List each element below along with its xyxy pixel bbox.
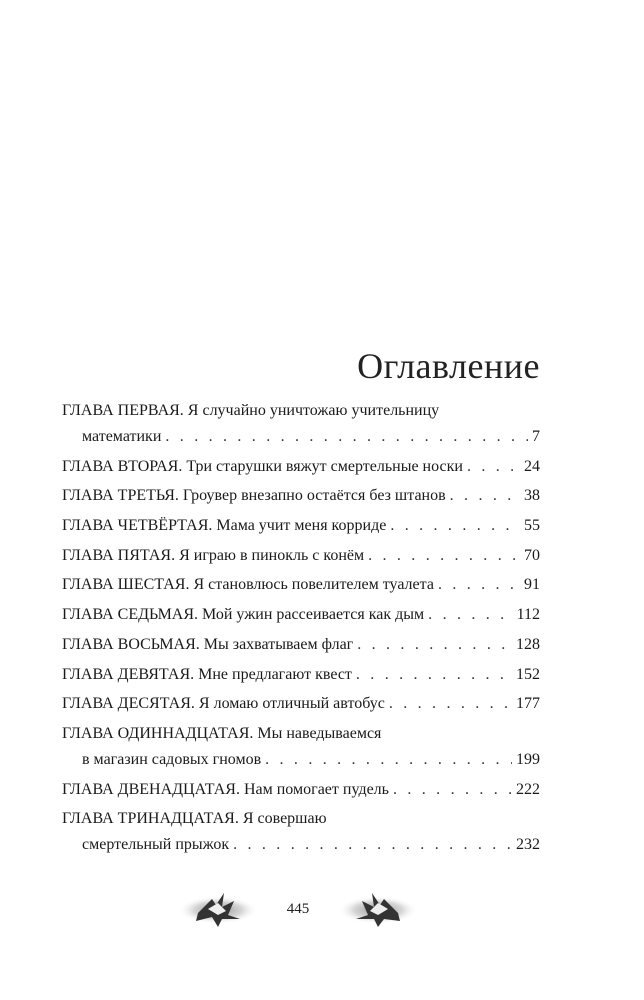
chapter-title: ГЛАВА ДЕСЯТАЯ. Я ломаю отличный автобус	[62, 695, 385, 713]
dot-leader	[357, 636, 512, 654]
toc-entry[interactable]	[62, 576, 540, 606]
toc-entry[interactable]	[62, 458, 540, 488]
chapter-title: ГЛАВА ПЯТАЯ. Я играю в пинокль с конём	[62, 546, 365, 564]
thorn-ornament-icon	[338, 885, 418, 935]
chapter-title: ГЛАВА ДВЕНАДЦАТАЯ. Нам помогает пудель	[62, 780, 389, 798]
toc-entry[interactable]	[62, 402, 540, 458]
chapter-title: ГЛАВА ЧЕТВЁРТАЯ. Мама учит меня корриде	[62, 517, 387, 535]
toc-entry[interactable]	[62, 487, 540, 517]
dot-leader	[450, 487, 520, 505]
chapter-page-number: 152	[516, 665, 540, 683]
toc-entry[interactable]	[62, 810, 540, 866]
toc-entry[interactable]	[62, 666, 540, 696]
chapter-title: ГЛАВА ТРЕТЬЯ. Гроувер внезапно остаётся без штанов	[62, 487, 446, 505]
dot-leader	[389, 695, 512, 713]
dot-leader	[265, 751, 512, 769]
toc-entry[interactable]	[62, 547, 540, 577]
dot-leader	[165, 428, 528, 446]
toc-entry[interactable]	[62, 695, 540, 725]
chapter-title: ГЛАВА ОДИННАДЦАТАЯ. Мы наведываемся	[62, 724, 382, 742]
chapter-title-continued: в магазин садовых гномов	[82, 750, 262, 768]
chapter-page-number: 38	[524, 487, 540, 505]
chapter-title: ГЛАВА ПЕРВАЯ. Я случайно уничтожаю учительницу	[62, 402, 440, 419]
table-of-contents	[62, 402, 540, 866]
chapter-title: ГЛАВА ВТОРАЯ. Три старушки вяжут смертельные носки	[62, 457, 463, 475]
chapter-page-number: 112	[516, 606, 540, 624]
chapter-title-continued: смертельный прыжок	[82, 836, 230, 854]
chapter-title: ГЛАВА ВОСЬМАЯ. Мы захватываем флаг	[62, 635, 354, 653]
chapter-page-number: 222	[516, 780, 540, 798]
toc-title: Оглавление	[357, 346, 540, 386]
toc-entry[interactable]	[62, 636, 540, 666]
toc-entry[interactable]	[62, 725, 540, 781]
dot-leader	[368, 547, 520, 565]
chapter-page-number: 177	[516, 695, 540, 713]
dot-leader	[428, 606, 512, 624]
chapter-page-number: 199	[516, 750, 540, 768]
chapter-page-number: 91	[524, 576, 540, 594]
chapter-title-continued: математики	[82, 428, 162, 445]
dot-leader	[390, 517, 520, 535]
chapter-title: ГЛАВА СЕДЬМАЯ. Мой ужин рассеивается как дым	[62, 606, 425, 624]
dot-leader	[233, 836, 512, 854]
toc-entry[interactable]	[62, 781, 540, 811]
toc-entry[interactable]	[62, 606, 540, 636]
chapter-title: ГЛАВА ДЕВЯТАЯ. Мне предлагают квест	[62, 665, 352, 683]
chapter-page-number: 7	[532, 428, 540, 445]
page-footer	[178, 885, 418, 935]
toc-entry[interactable]	[62, 517, 540, 547]
chapter-page-number: 128	[516, 635, 540, 653]
page-number: 445	[286, 901, 310, 917]
chapter-page-number: 55	[524, 517, 540, 535]
chapter-page-number: 70	[524, 546, 540, 564]
dot-leader	[393, 781, 512, 799]
chapter-page-number: 24	[524, 457, 540, 475]
chapter-page-number: 232	[516, 836, 540, 854]
dot-leader	[356, 666, 512, 684]
dot-leader	[467, 458, 520, 476]
dot-leader	[438, 576, 520, 594]
chapter-title: ГЛАВА ТРИНАДЦАТАЯ. Я совершаю	[62, 810, 327, 828]
chapter-title: ГЛАВА ШЕСТАЯ. Я становлюсь повелителем туалета	[62, 576, 434, 594]
